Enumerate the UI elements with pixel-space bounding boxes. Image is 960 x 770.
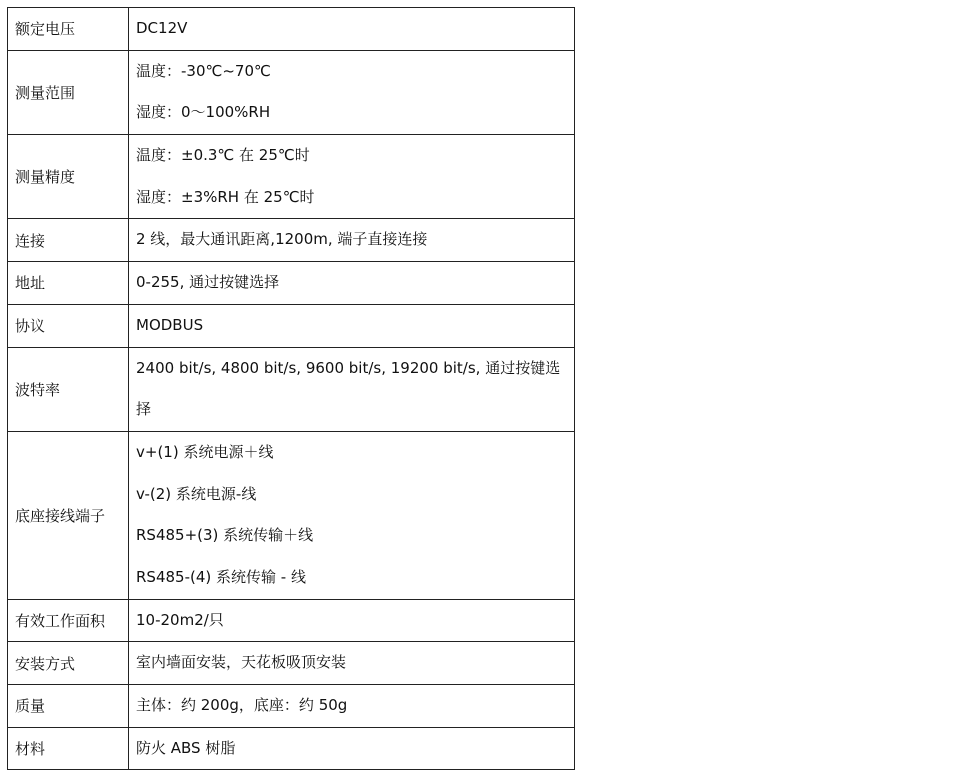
value-line: v+(1) 系统电源＋线	[136, 442, 274, 461]
value-line: 室内墙面安装，天花板吸顶安装	[136, 653, 347, 672]
row-label: 材料	[8, 727, 129, 770]
table-row	[8, 304, 575, 347]
value-line: v-(2) 系统电源-线	[136, 484, 257, 503]
value-line: 温度：-30℃~70℃	[136, 61, 271, 80]
table-row	[8, 135, 575, 219]
row-value	[129, 431, 575, 599]
row-label: 波特率	[8, 347, 129, 431]
row-value	[129, 8, 575, 51]
value-line: 2 线，最大通讯距离,1200m, 端子直接连接	[136, 230, 428, 249]
value-line: DC12V	[136, 19, 188, 37]
value-text: 2400 bit/s, 4800 bit/s, 9600 bit/s, 19200 bit/s, 通过按键选择	[136, 358, 561, 419]
spec-table	[7, 7, 575, 770]
row-label: 质量	[8, 685, 129, 728]
value-line: 10-20m2/只	[136, 610, 224, 629]
value-line: 温度：±0.3℃ 在 25℃时	[136, 146, 310, 165]
value-line: 防火 ABS 树脂	[136, 738, 236, 757]
row-label: 测量精度	[8, 135, 129, 219]
row-value	[129, 642, 575, 685]
value-line: 主体：约 200g，底座：约 50g	[136, 696, 348, 715]
value-line: 0-255, 通过按键选择	[136, 273, 280, 292]
row-label: 测量范围	[8, 50, 129, 134]
row-label: 有效工作面积	[8, 599, 129, 642]
row-value	[129, 219, 575, 262]
value-line: RS485+(3) 系统传输＋线	[136, 526, 314, 545]
row-label: 安装方式	[8, 642, 129, 685]
row-label: 底座接线端子	[8, 431, 129, 599]
value-line: MODBUS	[136, 315, 204, 334]
row-value	[129, 685, 575, 728]
table-row	[8, 727, 575, 770]
row-value	[129, 262, 575, 305]
table-row	[8, 642, 575, 685]
row-value	[129, 304, 575, 347]
table-row	[8, 431, 575, 599]
row-label: 额定电压	[8, 8, 129, 51]
table-row	[8, 219, 575, 262]
row-value	[129, 347, 575, 431]
table-row	[8, 599, 575, 642]
row-value	[129, 50, 575, 134]
row-label: 地址	[8, 262, 129, 305]
row-value	[129, 599, 575, 642]
row-value	[129, 135, 575, 219]
row-label: 连接	[8, 219, 129, 262]
table-row	[8, 262, 575, 305]
value-line: 湿度：±3%RH 在 25℃时	[136, 187, 315, 206]
table-row	[8, 8, 575, 51]
value-line: RS485-(4) 系统传输 - 线	[136, 567, 306, 586]
table-row	[8, 347, 575, 431]
value-line: 湿度：0～100%RH	[136, 103, 271, 122]
table-row	[8, 50, 575, 134]
row-label: 协议	[8, 304, 129, 347]
row-value	[129, 727, 575, 770]
table-row	[8, 685, 575, 728]
